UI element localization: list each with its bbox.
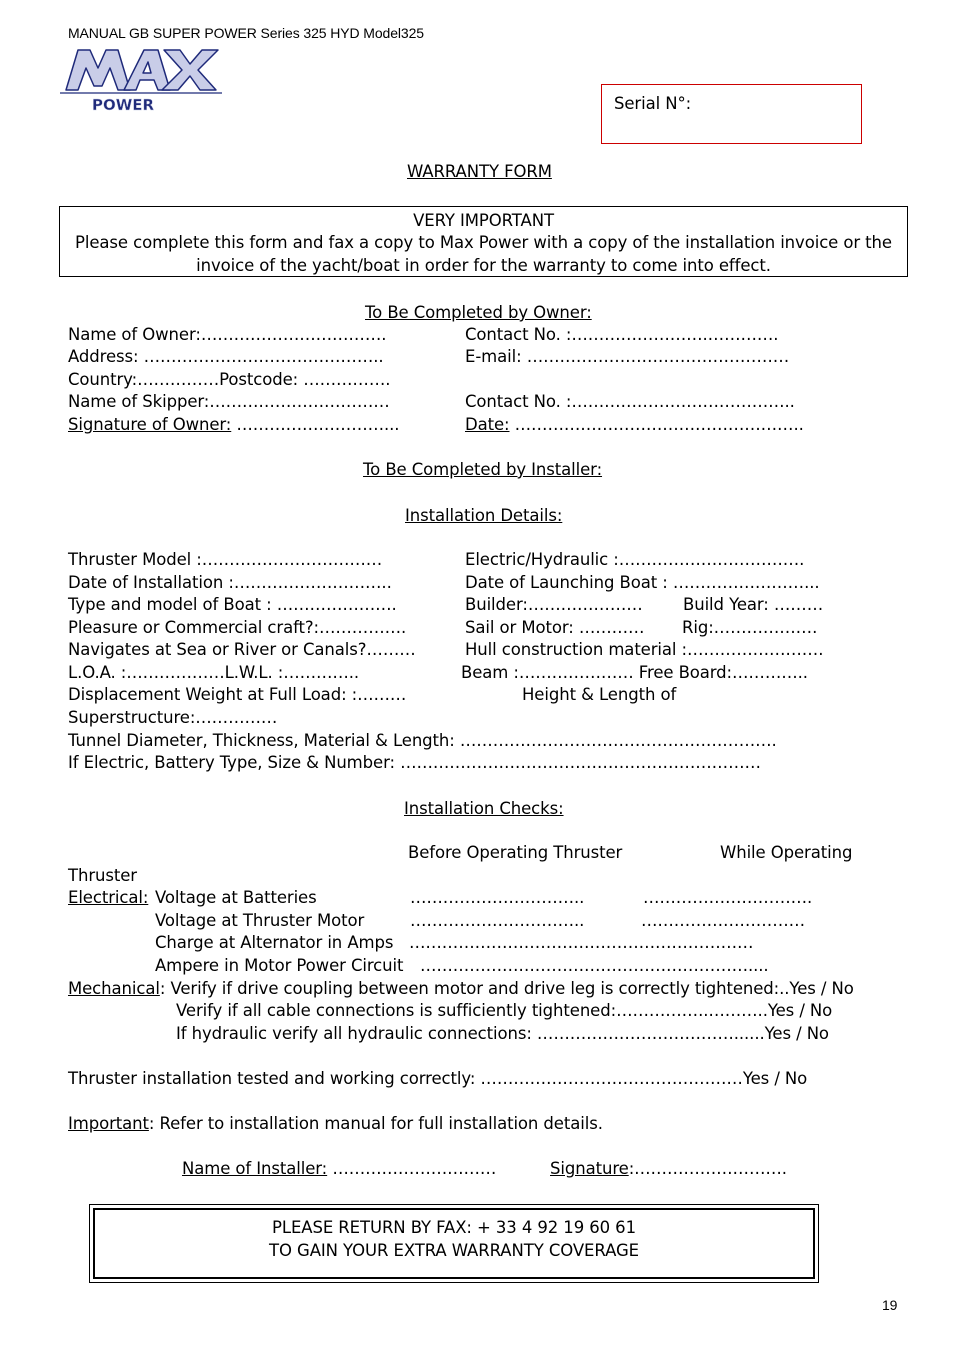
owner-signature-dots: ………………………... [236,415,400,434]
navigates-field: Navigates at Sea or River or Canals?……… [68,640,416,659]
loa-lwl-field: L.O.A. :………………L.W.L. :………….. [68,663,360,682]
country-postcode-field: Country:……………Postcode: ……………. [68,370,391,389]
fax-box-inner [93,1208,815,1279]
voltage-motor-label: Voltage at Thruster Motor [155,911,365,930]
very-important-heading: VERY IMPORTANT [413,211,554,230]
builder-field: Builder:………………… [465,595,643,614]
installer-signature-label: Signature [550,1159,629,1178]
date-of-launching-field: Date of Launching Boat : ……………………... [465,573,820,592]
manual-header: MANUAL GB SUPER POWER Series 325 HYD Model325 [68,25,424,41]
date-of-installation-field: Date of Installation :……………………….. [68,573,392,592]
rig-field: Rig:………………. [682,618,818,637]
fax-line-1: PLEASE RETURN BY FAX: + 33 4 92 19 60 61 [272,1218,636,1237]
tested-working-field: Thruster installation tested and working correctly: …………………………………………Yes / No [68,1069,808,1088]
important-label: Important [68,1114,149,1133]
owner-signature-field [68,414,399,436]
name-of-installer-dots: ………………………… [332,1159,497,1178]
name-of-skipper-field: Name of Skipper:…………………………… [68,392,390,411]
fax-box-outer [89,1204,819,1283]
charge-alternator-dots: ……………………………………………………… [409,933,754,952]
installation-details-heading: Installation Details: [405,506,563,525]
important-note [68,1113,603,1135]
ampere-motor-label: Ampere in Motor Power Circuit [155,956,404,975]
logo-graphic [58,46,226,116]
owner-contact-field: Contact No. :…………………….…………. [465,325,779,344]
serial-number-label: Serial N°: [614,94,692,113]
mechanical-check-3: If hydraulic verify all hydraulic connections: ………………………………......Yes / No [176,1024,829,1043]
installer-signature-dots: :………………………. [628,1159,787,1178]
beam-freeboard-field: Beam :………………… Free Board:………….. [461,663,808,682]
mechanical-row-1 [68,978,854,1000]
voltage-batteries-while: …………………………. [643,888,813,907]
very-important-box [59,206,908,277]
thruster-model-field: Thruster Model :…………………………… [68,550,383,569]
voltage-batteries-before: ………………………….. [410,888,585,907]
fax-line-2: TO GAIN YOUR EXTRA WARRANTY COVERAGE [269,1241,639,1260]
max-power-logo [58,46,226,116]
email-field: E-mail: ………………………………………… [465,347,790,366]
height-length-field: Height & Length of [522,685,677,704]
installer-signature-field [550,1158,787,1180]
form-title: WARRANTY FORM [407,162,552,181]
owner-date-field [465,414,804,436]
name-of-installer-field [182,1158,496,1180]
while-operating-heading: While Operating [720,843,853,862]
mechanical-check-1: : Verify if drive coupling between motor and drive leg is correctly tightened:..Yes / No [159,979,854,998]
electric-hydraulic-field: Electric/Hydraulic :……………………………. [465,550,805,569]
skipper-contact-field: Contact No. :………………………………….. [465,392,795,411]
displacement-field: Displacement Weight at Full Load: :……… [68,685,407,704]
voltage-motor-while: ………………………… [641,911,806,930]
sail-motor-field: Sail or Motor: ………… [465,618,645,637]
tunnel-field: Tunnel Diameter, Thickness, Material & Length: …………………………………………………. [68,731,777,750]
name-of-installer-label: Name of Installer: [182,1159,328,1178]
logo-power-text: POWER [92,96,155,114]
name-of-owner-field: Name of Owner:……………………………. [68,325,387,344]
electrical-label: Electrical: [68,888,149,907]
hull-material-field: Hull construction material :……………………. [465,640,824,659]
mechanical-check-2: Verify if all cable connections is sufficiently tightened:……………..………..Yes / No [176,1001,833,1020]
build-year-field: Build Year: ……… [683,595,824,614]
owner-signature-label: Signature of Owner: [68,415,232,434]
very-important-line-2: invoice of the yacht/boat in order for the warranty to come into effect. [196,256,771,275]
installer-section-heading: To Be Completed by Installer: [363,460,603,479]
charge-alternator-label: Charge at Alternator in Amps [155,933,394,952]
mechanical-label: Mechanical [68,979,160,998]
ampere-motor-dots: …………………………………………………….... [420,956,769,975]
owner-date-dots: …………………………………………….. [514,415,804,434]
important-text: : Refer to installation manual for full installation details. [148,1114,603,1133]
page-number: 19 [882,1297,898,1313]
voltage-batteries-label: Voltage at Batteries [155,888,317,907]
serial-number-box [601,84,862,144]
pleasure-commercial-field: Pleasure or Commercial craft?:……………. [68,618,407,637]
superstructure-field: Superstructure:…………… [68,708,278,727]
owner-date-label: Date: [465,415,510,434]
before-operating-heading: Before Operating Thruster [408,843,623,862]
very-important-line-1: Please complete this form and fax a copy to Max Power with a copy of the installation invoice or the [75,233,892,252]
installation-checks-heading: Installation Checks: [404,799,564,818]
thruster-label: Thruster [68,866,137,885]
type-model-boat-field: Type and model of Boat : …………………. [68,595,397,614]
address-field: Address: …………………………………….. [68,347,384,366]
voltage-motor-before: ………………………….. [410,911,585,930]
battery-field: If Electric, Battery Type, Size & Number: ………………………………………………………… [68,753,761,772]
owner-section-heading: To Be Completed by Owner: [365,303,592,322]
